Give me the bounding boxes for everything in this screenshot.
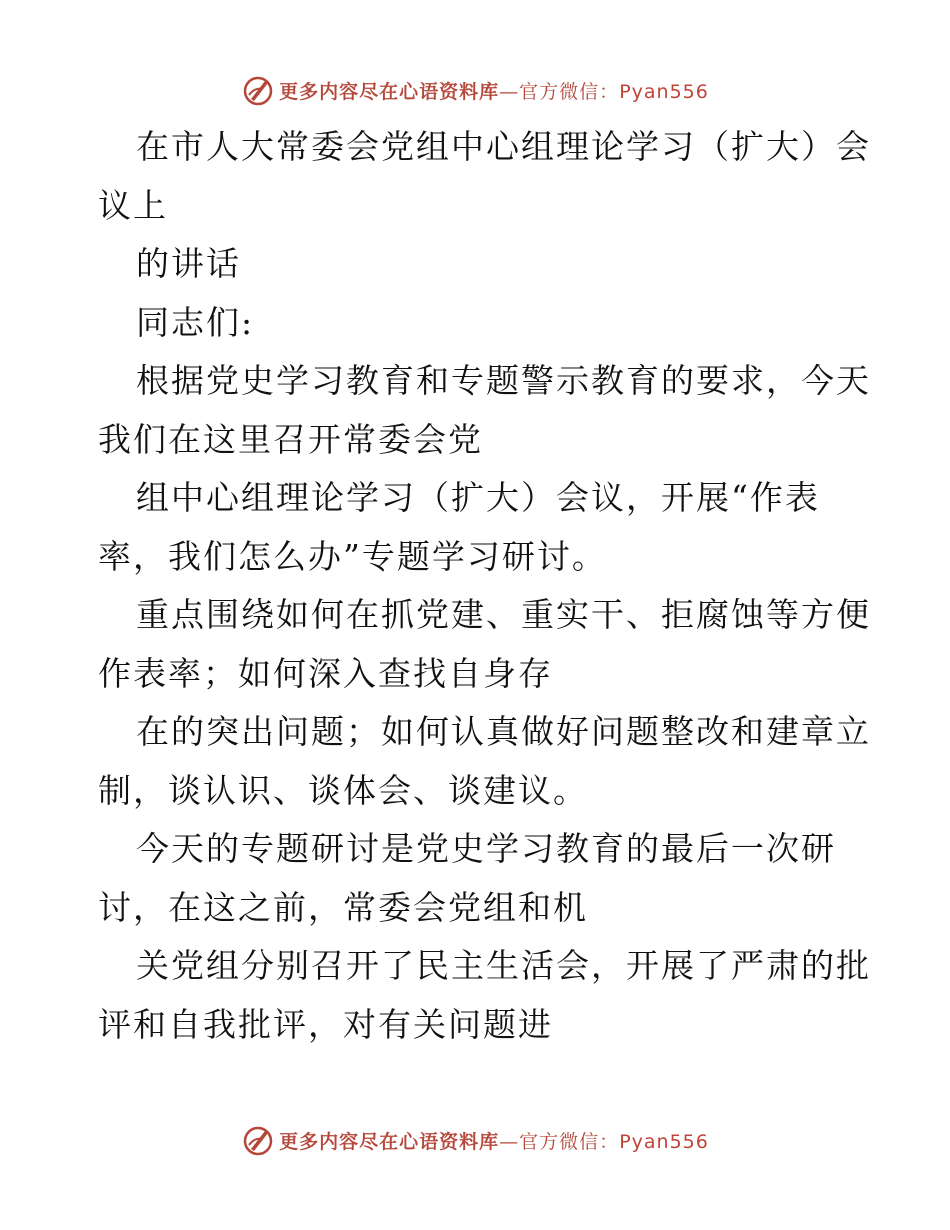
text-line: 评和自我批评，对有关问题进 (98, 1004, 553, 1044)
watermark-wechat-id: Pyan556 (619, 80, 709, 103)
text-line: 同志们: (136, 302, 255, 342)
watermark-wechat-label: 官方微信： (519, 1130, 620, 1153)
text-line: 率，我们怎么办”专题学习研讨。 (98, 536, 607, 576)
text-line: 制，谈认识、谈体会、谈建议。 (98, 770, 588, 810)
text-line: 今天的专题研讨是党史学习教育的最后一次研 (136, 829, 836, 868)
text-line: 关党组分别召开了民主生活会，开展了严肃的批 (136, 946, 871, 985)
quill-logo-icon (241, 1123, 275, 1157)
text-line: 我们在这里召开常委会党 (98, 419, 483, 459)
watermark-header (0, 70, 950, 110)
watermark-footer (0, 1120, 950, 1160)
text-line: 重点围绕如何在抓党建、重实干、拒腐蚀等方便 (136, 595, 871, 634)
watermark-wechat-label: 官方微信： (519, 80, 620, 103)
text-line: 在的突出问题；如何认真做好问题整改和建章立 (136, 712, 871, 751)
watermark-wechat-id: Pyan556 (619, 1130, 709, 1153)
watermark-separator: — (499, 1130, 520, 1153)
watermark-main-text: 更多内容尽在心语资料库 (279, 1130, 500, 1153)
quill-logo-icon (241, 73, 275, 107)
text-line: 作表率；如何深入查找自身存 (98, 653, 553, 693)
watermark-separator: — (499, 80, 520, 103)
text-line: 组中心组理论学习（扩大）会议，开展“作表 (136, 478, 820, 517)
text-line: 根据党史学习教育和专题警示教育的要求，今天 (136, 361, 871, 400)
text-line: 的讲话 (136, 244, 241, 283)
document-body (98, 118, 871, 1054)
text-line: 议上 (98, 185, 168, 225)
watermark-main-text: 更多内容尽在心语资料库 (279, 80, 500, 103)
text-line: 讨，在这之前，常委会党组和机 (98, 887, 588, 927)
text-line: 在市人大常委会党组中心组理论学习（扩大）会 (136, 127, 871, 166)
